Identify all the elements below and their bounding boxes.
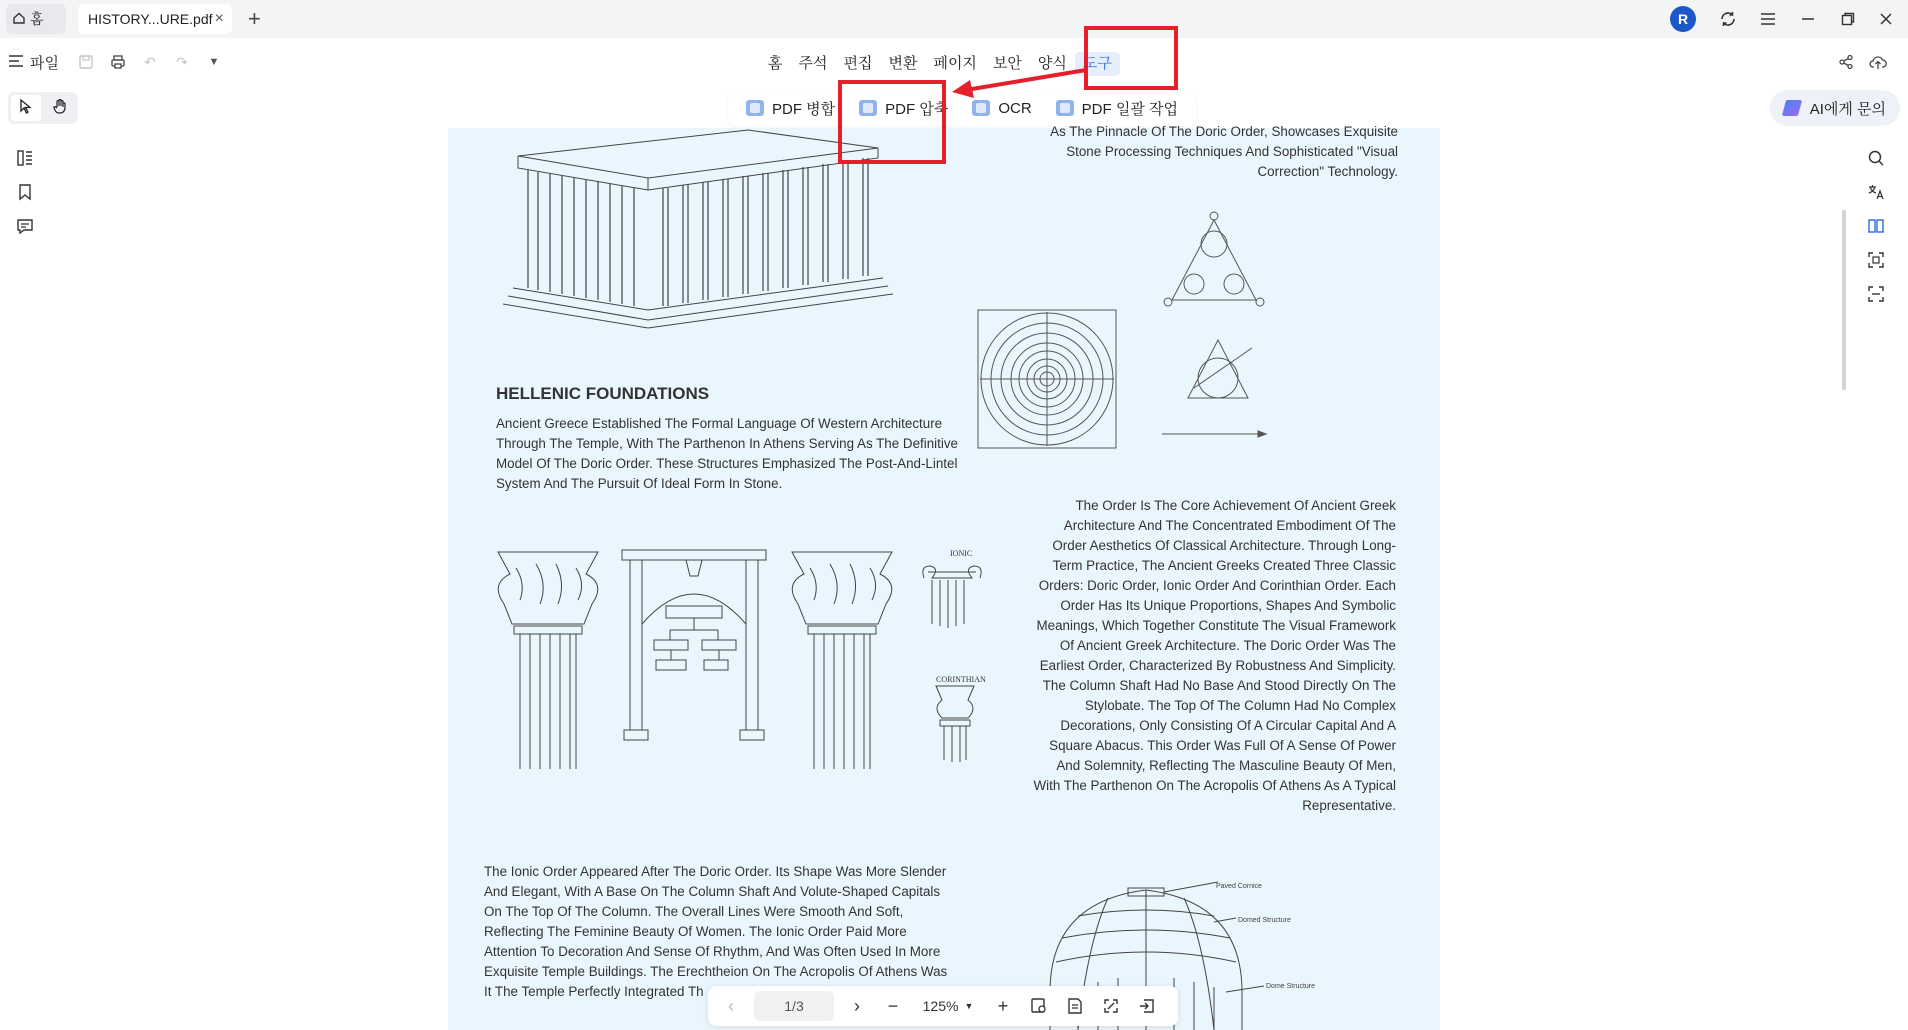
fit-page-icon[interactable]	[1026, 993, 1052, 1019]
right-sidebar	[1856, 140, 1896, 304]
tab-tools[interactable]: 도구	[1075, 52, 1120, 76]
save-icon[interactable]	[76, 52, 96, 72]
print-icon[interactable]	[108, 52, 128, 72]
bookmark-icon[interactable]	[15, 182, 35, 202]
ocr-label: OCR	[998, 99, 1032, 117]
thumbnails-panel-icon[interactable]	[15, 148, 35, 168]
zoom-value: 125%	[922, 998, 959, 1014]
hamburger-menu-icon[interactable]	[1754, 6, 1782, 32]
zoom-in-icon[interactable]: +	[997, 995, 1009, 1016]
page-view-icon[interactable]	[1062, 993, 1088, 1019]
chevron-down-icon: ▼	[964, 1001, 974, 1011]
minimize-icon[interactable]	[1794, 6, 1822, 32]
zoom-select[interactable]	[916, 998, 980, 1014]
cloud-upload-icon[interactable]	[1868, 52, 1888, 72]
left-sidebar	[6, 140, 44, 250]
next-page-icon[interactable]: ›	[854, 995, 860, 1016]
columns-and-arch-illustration	[496, 544, 986, 769]
pdf-batch-label: PDF 일괄 작업	[1081, 100, 1178, 118]
doric-intro-text: As The Pinnacle Of The Doric Order, Showcases Exquisite Stone Processing Techniques And Sophisticated "Visual Correction" Technology.	[1050, 124, 1398, 179]
geometry-diagrams-illustration	[966, 212, 1306, 452]
ocr-button[interactable]	[966, 93, 1037, 123]
ocr-icon	[972, 100, 990, 116]
user-avatar-button[interactable]	[1669, 6, 1697, 32]
page-navigation-bar	[708, 986, 1178, 1026]
tab-edit[interactable]: 편집	[843, 55, 873, 72]
select-tool-button[interactable]	[11, 95, 41, 121]
dome-label-3: Dome Structure	[1266, 983, 1316, 990]
add-tab-icon[interactable]: +	[248, 6, 261, 31]
file-menu-button[interactable]	[8, 52, 59, 73]
tab-bar	[0, 0, 1908, 38]
main-nav-tabs	[760, 52, 1120, 76]
corinthian-label: CORINTHIAN	[936, 675, 986, 684]
undo-icon[interactable]: ↶	[144, 53, 156, 70]
hand-tool-button[interactable]	[45, 95, 75, 121]
pdf-batch-button[interactable]	[1050, 93, 1184, 123]
page-indicator[interactable]: 1/3	[754, 991, 834, 1021]
screenshot-icon[interactable]	[1866, 250, 1886, 270]
tab-document[interactable]	[78, 4, 232, 34]
fullscreen-icon[interactable]	[1098, 993, 1124, 1019]
pdf-merge-button[interactable]	[740, 93, 841, 123]
tab-comment[interactable]: 주석	[798, 55, 828, 72]
ask-ai-button[interactable]	[1770, 90, 1900, 126]
tool-ribbon	[0, 88, 1908, 128]
batch-icon	[1056, 100, 1074, 116]
compare-icon[interactable]	[1866, 216, 1886, 236]
redo-icon[interactable]: ↷	[176, 53, 188, 70]
ask-ai-label: AI에게 문의	[1809, 100, 1886, 118]
document-viewer[interactable]	[0, 124, 1908, 1030]
tab-document-label: HISTORY...URE.pdf	[88, 11, 213, 27]
ionic-paragraph: The Ionic Order Appeared After The Doric Order. Its Shape Was More Slender And Elegant, With A Base On The Column Shaft And Volute-Shaped Capitals On The Top Of The Column. The Overall Lines Were Smooth And Soft, Reflecting The Feminine Beauty Of Women. The Ionic Order Paid More Attention To Decoration And Sense Of Rhythm, And Was Often Used In More Exquisite Temple Buildings. The Erechtheion On The Acropolis Of Athens Was It The Temple Perfectly Integrated Th	[484, 864, 948, 999]
tab-form[interactable]: 양식	[1037, 55, 1067, 72]
highlight-box-tools-tab	[1084, 26, 1178, 90]
restore-icon[interactable]	[1834, 6, 1862, 32]
home-icon	[12, 11, 26, 28]
order-paragraph: The Order Is The Core Achievement Of Ancient Greek Architecture And The Concentrated Embodiment Of The Order Aesthetics Of Classical Architecture. Through Long-Term Practice, The Ancient Greeks Created Three Classic Orders: Doric Order, Ionic Order And Corinthian Order. Each Order Has Its Unique Proportions, Shapes And Symbolic Meanings, Which Together Constitute The Visual Framework Of Ancient Greek Architecture. The Doric Order Was The Earliest Order, Characterized By Robustness And Simplicity. The Column Shaft Had No Base And Stood Directly On The Stylobate. The Top Of The Column Had No Complex Decorations, Only Consisting Of A Circular Capital And A Square Abacus. This Order Was Full Of A Sense Of Power And Solemnity, Reflecting The Masculine Beauty Of Men, With The Parthenon On The Acropolis Of Athens As A Typical Representative.	[1033, 498, 1396, 813]
previous-page-icon[interactable]: ‹	[728, 995, 734, 1016]
avatar: R	[1670, 6, 1696, 32]
merge-icon	[746, 100, 764, 116]
pdf-merge-label: PDF 병합	[772, 100, 836, 118]
hellenic-paragraph: Ancient Greece Established The Formal Language Of Western Architecture Through The Temple, With The Parthenon In Athens Serving As The Definitive Model Of The Doric Order. These Structures Emphasized The Post-And-Lintel System And The Pursuit Of Ideal Form In Stone.	[496, 416, 958, 491]
ai-sparkle-icon	[1782, 100, 1802, 116]
dome-label-1: Paved Cornice	[1216, 883, 1262, 890]
hellenic-heading: HELLENIC FOUNDATIONS	[496, 384, 710, 403]
tab-home-nav[interactable]: 홈	[768, 55, 783, 72]
menu-icon	[8, 54, 24, 72]
translate-icon[interactable]	[1866, 182, 1886, 202]
interaction-mode-switch	[8, 92, 78, 124]
menu-bar	[0, 38, 1908, 88]
tab-security[interactable]: 보안	[992, 55, 1022, 72]
tab-page[interactable]: 페이지	[933, 55, 977, 72]
exit-icon[interactable]	[1134, 993, 1160, 1019]
hand-icon	[52, 98, 68, 119]
sync-icon[interactable]	[1714, 6, 1742, 32]
file-menu-label: 파일	[30, 55, 59, 72]
vertical-scrollbar[interactable]	[1842, 210, 1846, 390]
zoom-out-icon[interactable]: −	[887, 995, 899, 1016]
ionic-label: IONIC	[950, 549, 973, 558]
close-tab-icon[interactable]: ×	[214, 10, 224, 27]
pdf-page	[448, 124, 1440, 1030]
close-window-icon[interactable]	[1872, 6, 1900, 32]
cursor-icon	[18, 98, 34, 119]
pdf-compress-label: PDF 압축	[885, 100, 949, 118]
scan-icon[interactable]	[1866, 284, 1886, 304]
tab-home-label: 홈	[30, 11, 44, 27]
comments-icon[interactable]	[15, 216, 35, 236]
dome-label-2: Domed Structure	[1238, 917, 1291, 924]
highlight-box-pdf-compress	[838, 80, 949, 164]
tab-convert[interactable]: 변환	[888, 55, 918, 72]
tools-subtoolbar	[728, 90, 1196, 126]
tab-home[interactable]	[6, 4, 66, 34]
search-icon[interactable]	[1866, 148, 1886, 168]
share-icon[interactable]	[1836, 52, 1856, 72]
quick-access-dropdown-icon[interactable]: ▼	[208, 56, 220, 68]
